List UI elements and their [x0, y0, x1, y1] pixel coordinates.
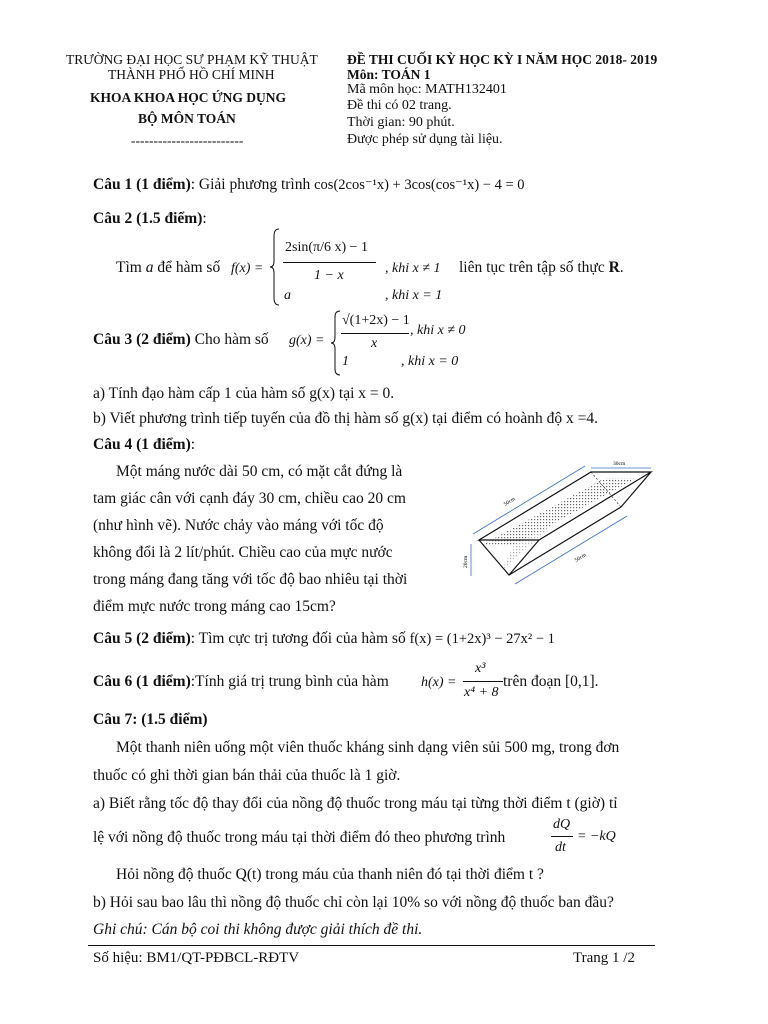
question-2-condition-1: , khi x ≠ 1 [385, 261, 441, 276]
question-4-colon: : [190, 436, 196, 453]
question-6-hx: h(x) = [421, 675, 457, 690]
question-6-label: Câu 6 (1 điểm) [93, 673, 191, 690]
exam-note: Ghi chú: Cán bộ coi thi không được giải thích đề thi. [93, 921, 423, 938]
question-1 [93, 176, 525, 194]
fig-label-top-width: 30cm [613, 461, 626, 467]
question-3-condition-1: , khi x ≠ 0 [410, 323, 466, 338]
question-2-brace [270, 228, 280, 306]
question-6-tail: trên đoạn [0,1]. [503, 673, 599, 690]
question-4-line-5: trong máng đang tăng với tốc độ bao nhiêu tại thời [93, 571, 408, 588]
question-2-text-before: Tìm [116, 259, 146, 276]
question-2-case-2: a [284, 288, 291, 303]
department-name: BỘ MÔN TOÁN [138, 111, 236, 126]
question-7-derivative-bar [551, 836, 573, 837]
trough-figure [455, 458, 660, 608]
question-3-gx: g(x) = [289, 333, 325, 348]
faculty-name: KHOA KHOA HỌC ỨNG DỤNG [90, 90, 287, 105]
question-7-part-a-line-1: a) Biết rằng tốc độ thay đổi của nồng độ thuốc trong máu tại từng thời điểm t (giờ) tỉ [93, 795, 618, 812]
question-7-rhs: = −kQ [577, 829, 616, 844]
trough-back-edge [621, 472, 651, 507]
question-2-numerator: 2sin(π/6 x) − 1 [285, 240, 369, 255]
school-name-line1: TRƯỜNG ĐẠI HỌC SƯ PHẠM KỸ THUẬT [66, 52, 318, 67]
question-3-part-b: b) Viết phương trình tiếp tuyến của đồ thị hàm số g(x) tại điểm có hoành độ x =4. [93, 410, 598, 427]
question-2-tail [459, 259, 624, 277]
question-4-line-3: (như hình vẽ). Nước chảy vào máng với tốc độ [93, 517, 384, 534]
question-6-text: :Tính giá trị trung bình của hàm [190, 673, 389, 690]
question-5-equation: f(x) = (1+2x)³ − 27x² − 1 [409, 631, 555, 647]
question-4-label: Câu 4 (1 điểm) [93, 436, 191, 453]
course-code: Mã môn học: MATH132401 [347, 82, 507, 97]
question-3-numerator: √(1+2x) − 1 [342, 313, 410, 328]
question-2-intro [116, 259, 220, 277]
question-2-denominator: 1 − x [314, 268, 344, 283]
question-5 [93, 630, 555, 648]
question-1-label: Câu 1 (1 điểm) [93, 176, 191, 193]
question-2-text-mid: để hàm số [153, 259, 221, 276]
question-2-label: Câu 2 (1.5 điểm) [93, 210, 203, 227]
question-3-label: Câu 3 (2 điểm) [93, 331, 191, 348]
fig-label-height: 20cm [463, 555, 469, 568]
question-2-heading [93, 210, 207, 228]
question-7-dq: dQ [553, 817, 571, 832]
question-2-fraction-bar [283, 262, 376, 263]
fig-label-long-bottom: 50cm [573, 552, 588, 564]
question-7-question-line: Hỏi nồng độ thuốc Q(t) trong máu của thanh niên đó tại thời điểm t ? [116, 866, 544, 883]
question-2-real-set: R [608, 259, 620, 276]
question-6-intro [93, 673, 389, 691]
question-2-colon: : [202, 210, 207, 227]
question-3-case-2: 1 [342, 354, 349, 369]
question-3-text: Cho hàm số [190, 331, 269, 348]
question-7-label: Câu 7: (1.5 điểm) [93, 711, 208, 728]
question-3-intro [93, 331, 269, 349]
question-7-para-line-1: Một thanh niên uống một viên thuốc kháng sinh dạng viên sủi 500 mg, trong đơn [116, 739, 620, 756]
question-2-var-a: a [145, 259, 154, 276]
page-count: Đề thi có 02 trang. [347, 98, 452, 113]
question-3-part-a: a) Tính đạo hàm cấp 1 của hàm số g(x) tại x = 0. [93, 385, 395, 402]
subject-label: Môn: TOÁN 1 [347, 67, 431, 82]
question-3-brace [331, 310, 341, 376]
question-4-line-1: Một máng nước dài 50 cm, có mặt cắt đứng là [116, 463, 403, 480]
question-2-condition-2: , khi x = 1 [385, 288, 443, 303]
question-7-part-a-line-2: lệ với nồng độ thuốc trong máu tại thời điểm đó theo phương trình [93, 829, 506, 846]
footer-document-code: Số hiệu: BM1/QT-PĐBCL-RĐTV [93, 950, 300, 966]
question-4-line-6: điểm mực nước trong máng cao 15cm? [93, 598, 336, 615]
question-1-text: : Giải phương trình [190, 176, 315, 193]
question-5-label: Câu 5 (2 điểm) [93, 630, 191, 647]
footer-divider [88, 945, 655, 946]
question-7-dt: dt [555, 840, 566, 855]
question-7-part-b: b) Hỏi sau bao lâu thì nồng độ thuốc chỉ còn lại 10% so với nồng độ thuốc ban đầu? [93, 894, 614, 911]
footer-page-number: Trang 1 /2 [573, 950, 635, 966]
question-3-fraction-bar [341, 333, 409, 334]
header-dashes: ------------------------- [131, 133, 244, 148]
question-3-denominator: x [371, 336, 378, 351]
question-4-line-2: tam giác cân với cạnh đáy 30 cm, chiều cao 20 cm [93, 490, 406, 507]
fig-label-long-top: 50cm [502, 496, 517, 508]
question-2-text-after: liên tục trên tập số thực [459, 259, 609, 276]
question-3-condition-2: , khi x = 0 [401, 354, 459, 369]
question-2-dot: . [619, 259, 624, 276]
question-4-line-4: không đổi là 2 lít/phút. Chiều cao của mực nước [93, 544, 393, 561]
question-2-fx: f(x) = [231, 261, 264, 276]
question-4-heading [93, 436, 195, 454]
question-5-text: : Tìm cực trị tương đối của hàm số [190, 630, 410, 647]
question-6-numerator: x³ [475, 661, 486, 676]
question-6-fraction-bar [463, 681, 503, 682]
question-1-equation: cos(2cos⁻¹x) + 3cos(cos⁻¹x) − 4 = 0 [314, 177, 525, 193]
school-name-line2: THÀNH PHỐ HỒ CHÍ MINH [108, 67, 275, 82]
question-7-para-line-2: thuốc có ghi thời gian bán thải của thuốc là 1 giờ. [93, 767, 401, 784]
document-policy: Được phép sử dụng tài liệu. [347, 132, 503, 147]
question-6-denominator: x⁴ + 8 [464, 685, 499, 700]
exam-title: ĐỀ THI CUỐI KỲ HỌC KỲ I NĂM HỌC 2018- 2019 [347, 52, 658, 67]
exam-time: Thời gian: 90 phút. [347, 115, 455, 130]
